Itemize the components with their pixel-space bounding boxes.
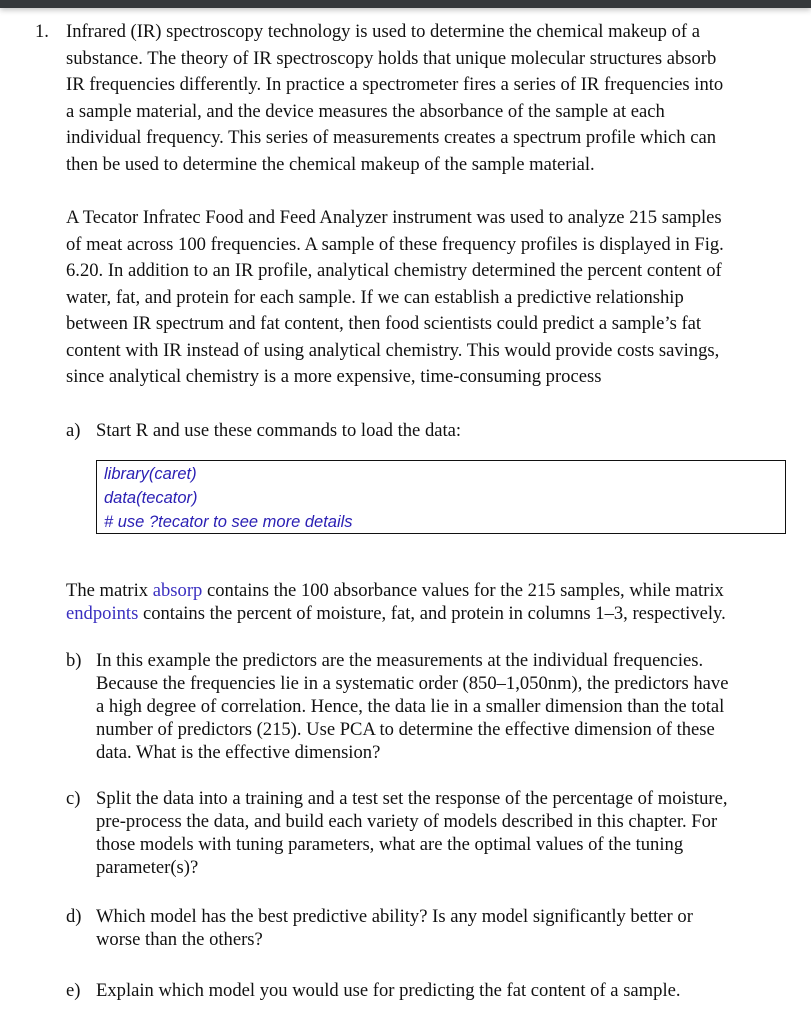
text-line: then be used to determine the chemical makeup of the sample material. [66, 153, 595, 175]
text: contains the 100 absorbance values for the 215 samples, while matrix [202, 580, 724, 601]
text-line: Explain which model you would use for predicting the fat content of a sample. [96, 980, 681, 1001]
question-intro [66, 19, 723, 178]
text: The matrix [66, 580, 153, 601]
text-line: worse than the others? [96, 929, 263, 950]
text-line: number of predictors (215). Use PCA to determine the effective dimension of these [96, 719, 715, 740]
part-e-text [96, 979, 681, 1002]
text-line: substance. The theory of IR spectroscopy holds that unique molecular structures absorb [66, 47, 717, 69]
viewer-top-bar [0, 0, 811, 8]
text-line: water, fat, and protein for each sample. If we can establish a predictive relationship [66, 286, 684, 308]
text-line: parameter(s)? [96, 857, 199, 878]
text: contains the percent of moisture, fat, and protein in columns 1–3, respectively. [138, 602, 726, 624]
question-context [66, 205, 724, 391]
code-line: # use ?tecator to see more details [104, 513, 353, 531]
text-line: Split the data into a training and a test set the response of the percentage of moisture, [96, 788, 728, 809]
text-line: a high degree of correlation. Hence, the data lie in a smaller dimension than the total [96, 696, 725, 717]
part-c-text [96, 787, 727, 879]
text-line: of meat across 100 frequencies. A sample of these frequency profiles is displayed in Fig. [66, 233, 724, 255]
code-line: library(caret) [104, 465, 197, 483]
part-b-label: b) [66, 650, 82, 671]
text-line: A Tecator Infratec Food and Feed Analyzer instrument was used to analyze 215 samples [66, 207, 722, 228]
term-endpoints: endpoints [66, 602, 139, 624]
part-a-label: a) [66, 420, 81, 441]
text-line: those models with tuning parameters, what are the optimal values of the tuning [96, 834, 684, 855]
term-absorp: absorp [152, 580, 203, 601]
text-line: data. What is the effective dimension? [96, 742, 381, 763]
code-box [96, 460, 786, 534]
text-line: IR frequencies differently. In practice a spectrometer fires a series of IR frequencies into [66, 74, 724, 95]
text-line: Because the frequencies lie in a systematic order (850–1,050nm), the predictors have [96, 673, 729, 694]
text-line: In this example the predictors are the measurements at the individual frequencies. [96, 650, 704, 671]
text-line: Infrared (IR) spectroscopy technology is used to determine the chemical makeup of a [66, 21, 701, 42]
part-b-text [96, 649, 728, 764]
matrix-paragraph [66, 580, 726, 625]
text-line: since analytical chemistry is a more expensive, time-consuming process [66, 366, 602, 387]
text-line: content with IR instead of using analytical chemistry. This would provide costs savings, [66, 339, 720, 361]
code-line: data(tecator) [104, 489, 198, 507]
part-d-text [96, 905, 693, 951]
text-line: Which model has the best predictive ability? Is any model significantly better or [96, 906, 693, 927]
question-number: 1. [35, 21, 49, 42]
part-e-label: e) [66, 980, 81, 1001]
text-line: between IR spectrum and fat content, then food scientists could predict a sample’s fat [66, 313, 702, 334]
text-line: pre-process the data, and build each variety of models described in this chapter. For [96, 811, 718, 832]
part-d-label: d) [66, 906, 82, 927]
text-line: a sample material, and the device measures the absorbance of the sample at each [66, 100, 665, 122]
part-c-label: c) [66, 788, 81, 809]
text-line: individual frequency. This series of measurements creates a spectrum profile which can [66, 127, 717, 148]
text-line: 6.20. In addition to an IR profile, analytical chemistry determined the percent content of [66, 260, 722, 281]
part-a-text: Start R and use these commands to load the data: [96, 420, 462, 441]
